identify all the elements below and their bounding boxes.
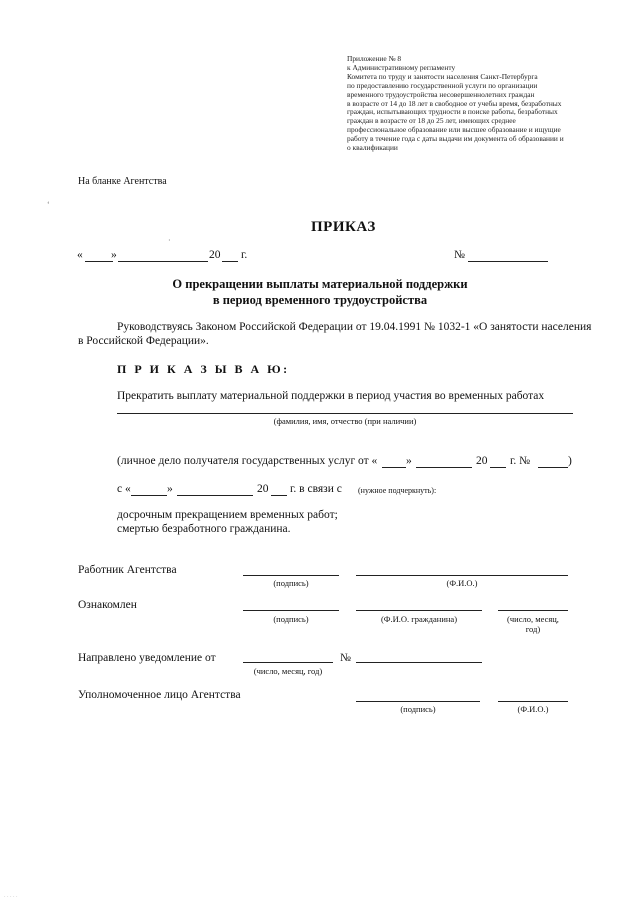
date-open-quote: « [77, 249, 83, 261]
instruction-text: Прекратить выплату материальной поддержки в период участия во временных работах [117, 390, 545, 402]
reason-option-death[interactable]: смертью безработного гражданина. [117, 523, 291, 535]
date-year-prefix: 20 [209, 249, 221, 261]
scan-artifact: . . . . . [4, 893, 18, 899]
document-title: ПРИКАЗ [311, 219, 376, 235]
acquainted-fio-caption: (Ф.И.О. гражданина) [380, 614, 458, 624]
case-line-text: (личное дело получателя государственных услуг от « [117, 455, 378, 467]
appendix-line: в возрасте от 14 до 18 лет в свободное от учебы время, безработных [347, 98, 562, 108]
order-number-field[interactable] [468, 261, 548, 262]
worker-signature-caption: (подпись) [273, 578, 309, 588]
case-close-quote: » [406, 455, 412, 467]
acquainted-date-field[interactable] [498, 610, 568, 611]
order-word: П Р И К А З Ы В А Ю: [117, 362, 290, 376]
notice-label: Направлено уведомление от [78, 652, 216, 664]
acquainted-date-caption-1: (число, месяц, [507, 614, 559, 624]
date-year-field[interactable] [222, 261, 238, 262]
preamble-line2: в Российской Федерации». [78, 335, 209, 347]
order-number-label: № [454, 249, 465, 261]
notice-number-field[interactable] [356, 662, 482, 663]
letterhead-note: На бланке Агентства [78, 176, 167, 187]
reason-text: г. в связи с [290, 483, 342, 495]
worker-fio-caption: (Ф.И.О.) [446, 578, 478, 588]
authorized-signature-caption: (подпись) [400, 704, 436, 714]
authorized-fio-caption: (Ф.И.О.) [517, 704, 549, 714]
notice-number-label: № [340, 652, 351, 664]
notice-date-field[interactable] [243, 662, 333, 663]
authorized-label: Уполномоченное лицо Агентства [78, 689, 241, 701]
case-day-field[interactable] [382, 467, 406, 468]
preamble-line1: Руководствуясь Законом Российской Федерации от 19.04.1991 № 1032-1 «О занятости населения [117, 321, 592, 333]
appendix-line: граждан, испытывающих трудности в поиске работы, безработных [347, 107, 558, 117]
reason-note: (нужное подчеркнуть): [358, 486, 437, 495]
appendix-header [347, 55, 609, 153]
authorized-signature-field[interactable] [356, 701, 480, 702]
case-close-paren: ) [568, 455, 572, 467]
appendix-line: граждан в возрасте от 18 до 25 лет, имеющих среднее [347, 116, 516, 126]
reason-day-field[interactable] [131, 495, 167, 496]
case-number-field[interactable] [538, 467, 568, 468]
date-year-suffix: г. [241, 249, 248, 261]
recipient-name-caption: (фамилия, имя, отчество (при наличии) [273, 416, 417, 426]
appendix-line: профессиональное образование или высшее образование и ищущие [347, 125, 561, 135]
reason-year-field[interactable] [271, 495, 287, 496]
appendix-line: к Административному регламенту [347, 62, 456, 72]
reason-year-prefix: 20 [257, 483, 269, 495]
order-subject-line2: в период временного трудоустройства [212, 293, 428, 307]
appendix-line: временного трудоустройства несовершеннолетних граждан [347, 89, 535, 99]
case-month-field[interactable] [416, 467, 472, 468]
appendix-line: Комитета по труду и занятости населения Санкт-Петербурга [347, 71, 538, 81]
reason-option-early-termination[interactable]: досрочным прекращением временных работ; [117, 509, 338, 521]
case-year-field[interactable] [490, 467, 506, 468]
scan-speck: ‘ [47, 200, 50, 209]
reason-month-field[interactable] [177, 495, 253, 496]
recipient-name-field[interactable] [117, 413, 573, 414]
date-month-field[interactable] [118, 261, 208, 262]
worker-label: Работник Агентства [78, 564, 177, 576]
worker-signature-field[interactable] [243, 575, 339, 576]
notice-date-caption: (число, месяц, год) [253, 666, 323, 676]
authorized-fio-field[interactable] [498, 701, 568, 702]
case-number-label: г. № [510, 455, 531, 467]
date-day-field[interactable] [85, 261, 113, 262]
case-year-prefix: 20 [476, 455, 488, 467]
appendix-line: о квалификации [347, 143, 398, 153]
appendix-line: Приложение № 8 [347, 54, 402, 63]
acquainted-fio-field[interactable] [356, 610, 482, 611]
acquainted-signature-field[interactable] [243, 610, 339, 611]
order-subject-line1: О прекращении выплаты материальной поддержки [172, 277, 468, 291]
reason-prefix: с « [117, 483, 131, 495]
appendix-line: по предоставлению государственной услуги по организации [347, 80, 538, 90]
scan-speck: · [168, 236, 171, 245]
date-close-quote: » [111, 249, 117, 261]
appendix-line: работу в течение года с даты выдачи им документа об образовании и [347, 134, 564, 144]
acquainted-signature-caption: (подпись) [273, 614, 309, 624]
reason-close-quote: » [167, 483, 173, 495]
acquainted-date-caption-2: год) [525, 624, 541, 634]
acquainted-label: Ознакомлен [78, 599, 137, 611]
worker-fio-field[interactable] [356, 575, 568, 576]
